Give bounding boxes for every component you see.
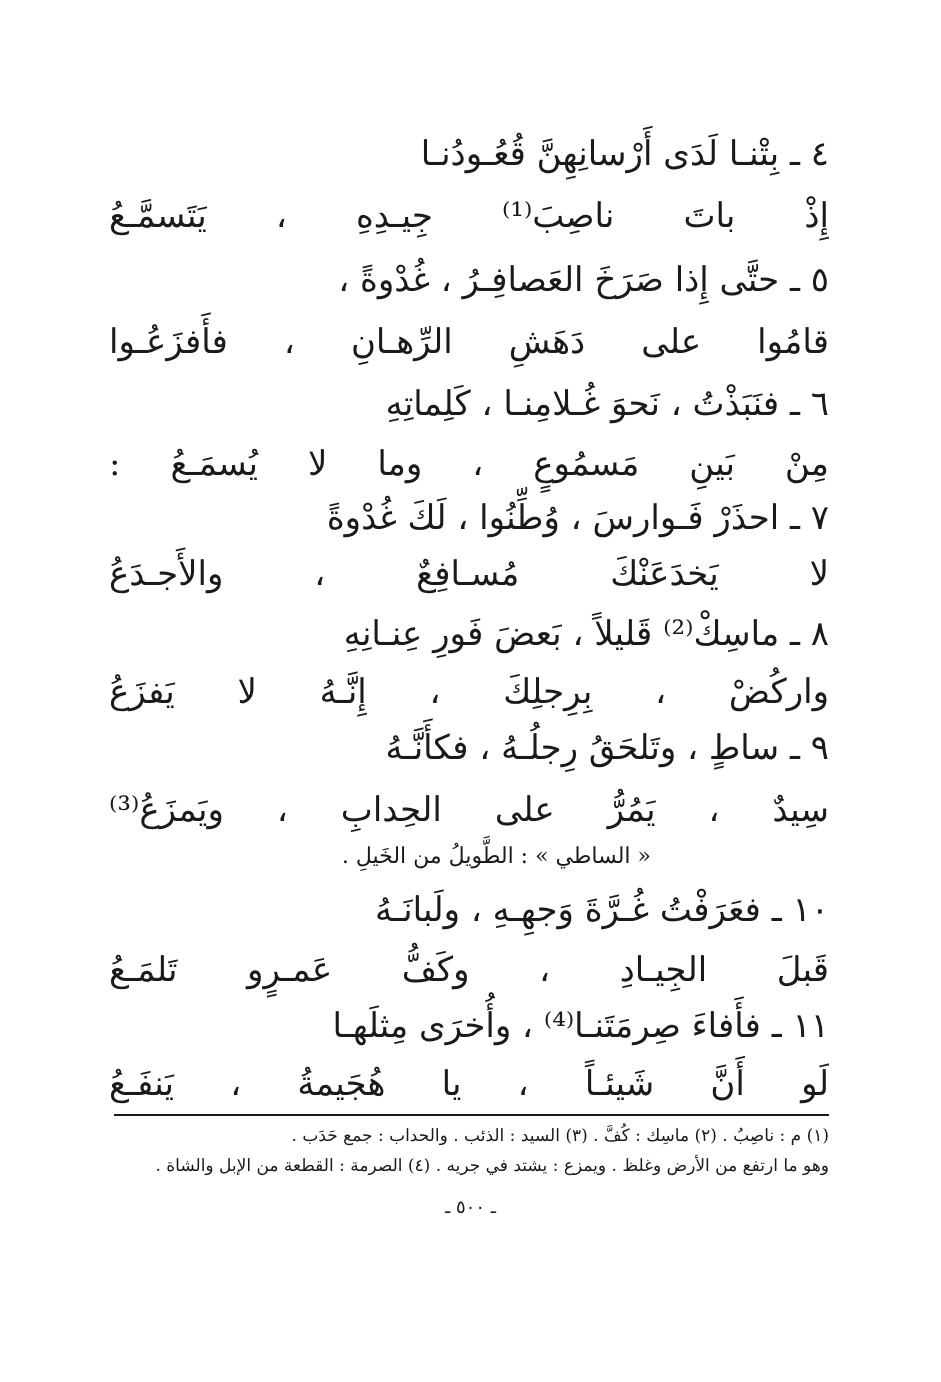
footnotes-line-1: (١) م : ناصِبُ . (٢) ماسِك : كُفَّ . (٣) السيد : الذئب . والحداب : جمع حَدَب . (291, 1126, 829, 1146)
footnotes-line-2: وهو ما ارتفع من الأرض وغلظ . ويمزع : يشتد في جريه . (٤) الصرمة : القطعة من الإبل والشاة . (155, 1156, 829, 1176)
verse-8-second-hemistich: واركُضْ ، بِرِجلِكَ ، إِنَّـهُ لا يَفزَعُ (109, 672, 829, 712)
verse-6-second-hemistich: مِنْ بَينِ مَسمُوعٍ ، وما لا يُسمَـعُ : (109, 444, 829, 484)
verse-9-first-hemistich: ٩ ـ ساطٍ ، وتَلحَقُ رِجلُـهُ ، فكأَنَّـهُ (385, 728, 829, 768)
verse-7-second-hemistich: لا يَخدَعَنْكَ مُسـافِعٌ ، والأَجـدَعُ (109, 554, 829, 594)
verse-4-second-hemistich: إِذْ باتَ ناصِبَ⁽¹⁾ جِيـدِهِ ، يَتَسمَّـعُ (109, 196, 829, 236)
verse-11-first-hemistich: ١١ ـ فأَفاءَ صِرمَتَنـا⁽⁴⁾ ، وأُخرَى مِثلَهـا (332, 1006, 829, 1046)
verse-8-first-hemistich: ٨ ـ ماسِكْ⁽²⁾ قَليلاً ، بَعضَ فَورِ عِنـانِهِ (343, 614, 829, 654)
verse-6-first-hemistich: ٦ ـ فنَبَذْتُ ، نَحوَ غُـلامِنـا ، كَلِماتِهِ (385, 384, 829, 424)
verse-10-second-hemistich: قَبلَ الجِيـادِ ، وكَفُّ عَمـرٍو تَلمَـعُ (109, 950, 829, 990)
inline-gloss-note: « الساطي » : الطَّويلُ من الخَيلِ . (341, 844, 651, 869)
verse-4-first-hemistich: ٤ ـ بِتْنـا لَدَى أَرْسانِهِنَّ قُعُـودُنـا (420, 134, 829, 174)
verse-5-first-hemistich: ٥ ـ حتَّى إِذا صَرَخَ العَصافِـرُ ، غُدْوةً ، (338, 260, 829, 300)
verse-7-first-hemistich: ٧ ـ احذَرْ فَـوارسَ ، وُطِّنُوا ، لَكَ غُدْوةً (326, 498, 829, 538)
verse-9-second-hemistich: سِيدٌ ، يَمُرُّ على الحِدابِ ، ويَمزَعُ⁽³⁾ (109, 790, 829, 830)
page-number: ـ ٥٠٠ ـ (444, 1197, 496, 1218)
verse-5-second-hemistich: قامُوا على دَهَشِ الرِّهـانِ ، فأَفزَعُـوا (109, 322, 829, 362)
verse-10-first-hemistich: ١٠ ـ فعَرَفْتُ غُـرَّةَ وَجهِـهِ ، ولَبانَـهُ (374, 890, 829, 930)
verse-11-second-hemistich: لَو أَنَّ شَيئـاً ، يا هُجَيمةُ ، يَنفَـعُ (109, 1064, 829, 1104)
footnote-separator-rule (114, 1114, 829, 1116)
